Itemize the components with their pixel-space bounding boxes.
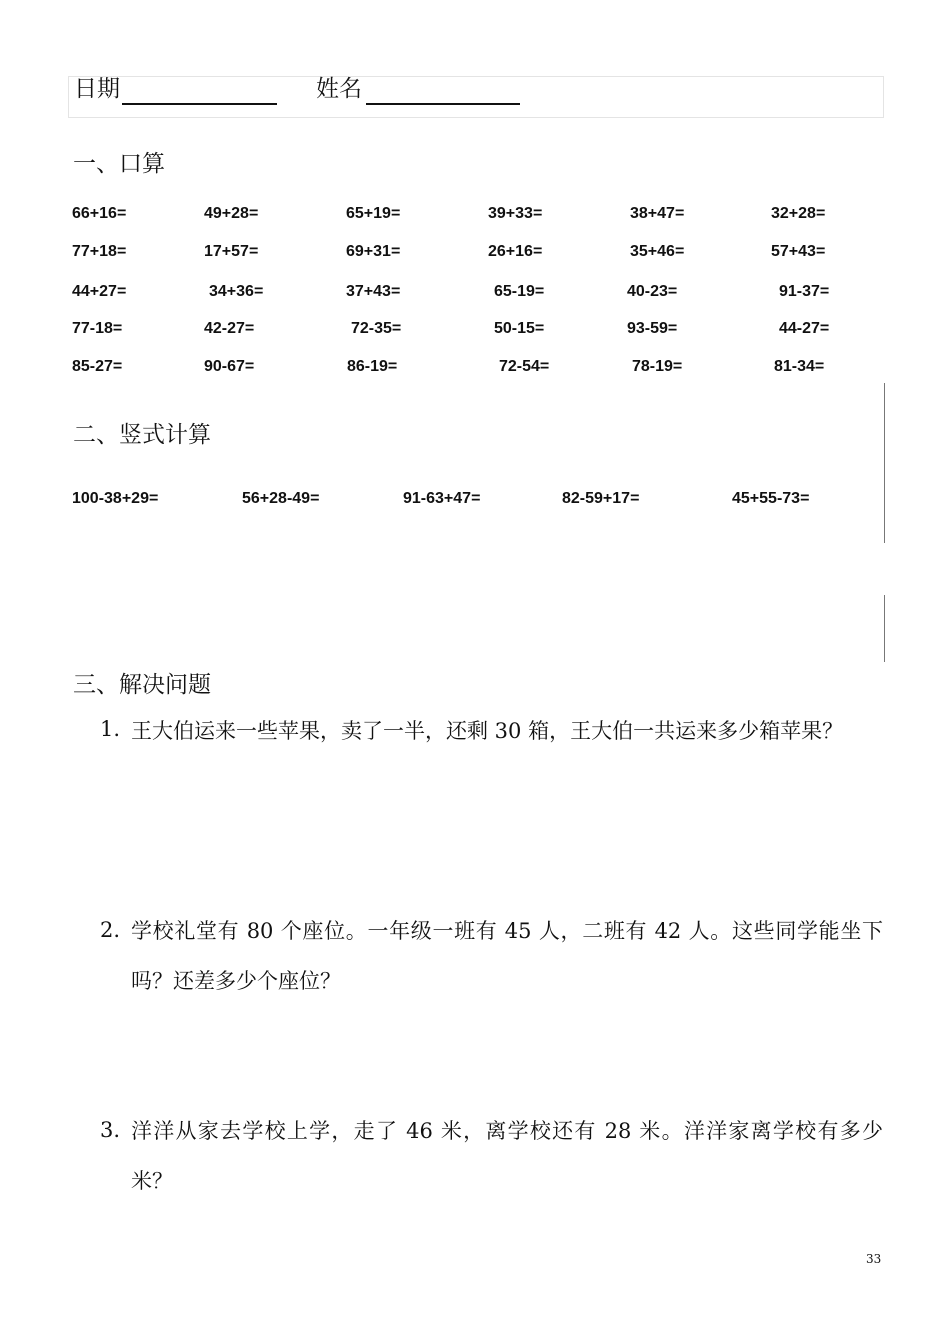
oral-equation: 26+16= (488, 243, 543, 260)
oral-equation: 85-27= (72, 358, 123, 375)
vertical-equation: 45+55-73= (732, 490, 810, 507)
date-label: 日期 (74, 76, 120, 102)
oral-equation: 91-37= (779, 283, 830, 300)
problem-number: 1. (100, 717, 121, 741)
right-margin-bar (884, 383, 885, 543)
oral-equation: 69+31= (346, 243, 401, 260)
vertical-equation: 82-59+17= (562, 490, 640, 507)
problem-text: 王大伯运来一些苹果，卖了一半，还剩 30 箱，王大伯一共运来多少箱苹果？ (131, 719, 844, 743)
oral-equation: 44+27= (72, 283, 127, 300)
oral-equation: 17+57= (204, 243, 259, 260)
oral-equation: 65+19= (346, 205, 401, 222)
oral-equation: 39+33= (488, 205, 543, 222)
header-box (68, 76, 884, 118)
oral-equation: 37+43= (346, 283, 401, 300)
oral-equation: 72-54= (499, 358, 550, 375)
oral-equation: 65-19= (494, 283, 545, 300)
vertical-equation: 56+28-49= (242, 490, 320, 507)
oral-equation: 72-35= (351, 320, 402, 337)
oral-equation: 81-34= (774, 358, 825, 375)
oral-equation: 93-59= (627, 320, 678, 337)
oral-equation: 32+28= (771, 205, 826, 222)
problem-number: 3. (100, 1118, 121, 1142)
name-label: 姓名 (316, 76, 362, 102)
oral-equation: 38+47= (630, 205, 685, 222)
vertical-equation: 91-63+47= (403, 490, 481, 507)
oral-equation: 35+46= (630, 243, 685, 260)
date-blank-line[interactable] (122, 103, 277, 105)
page-number: 33 (866, 1252, 882, 1266)
oral-equation: 34+36= (209, 283, 264, 300)
oral-equation: 42-27= (204, 320, 255, 337)
oral-equation: 66+16= (72, 205, 127, 222)
oral-equation: 86-19= (347, 358, 398, 375)
name-blank-line[interactable] (366, 103, 520, 105)
oral-equation: 44-27= (779, 320, 830, 337)
right-margin-bar (884, 595, 885, 662)
oral-equation: 40-23= (627, 283, 678, 300)
oral-equation: 57+43= (771, 243, 826, 260)
oral-equation: 90-67= (204, 358, 255, 375)
problem-text: 学校礼堂有 80 个座位。一年级一班有 45 人，二班有 42 人。这些同学能坐下吗？还差多少个座位？ (131, 919, 883, 993)
problem-text: 洋洋从家去学校上学，走了 46 米，离学校还有 28 米。洋洋家离学校有多少米？ (131, 1119, 883, 1193)
vertical-equation: 100-38+29= (72, 490, 159, 507)
oral-equation: 49+28= (204, 205, 259, 222)
oral-equation: 50-15= (494, 320, 545, 337)
section-title-problems: 三、解决问题 (73, 672, 211, 698)
problem-number: 2. (100, 918, 121, 942)
oral-equation: 77-18= (72, 320, 123, 337)
section-title-vertical: 二、竖式计算 (73, 422, 211, 448)
oral-equation: 77+18= (72, 243, 127, 260)
section-title-oral: 一、口算 (73, 151, 165, 177)
oral-equation: 78-19= (632, 358, 683, 375)
